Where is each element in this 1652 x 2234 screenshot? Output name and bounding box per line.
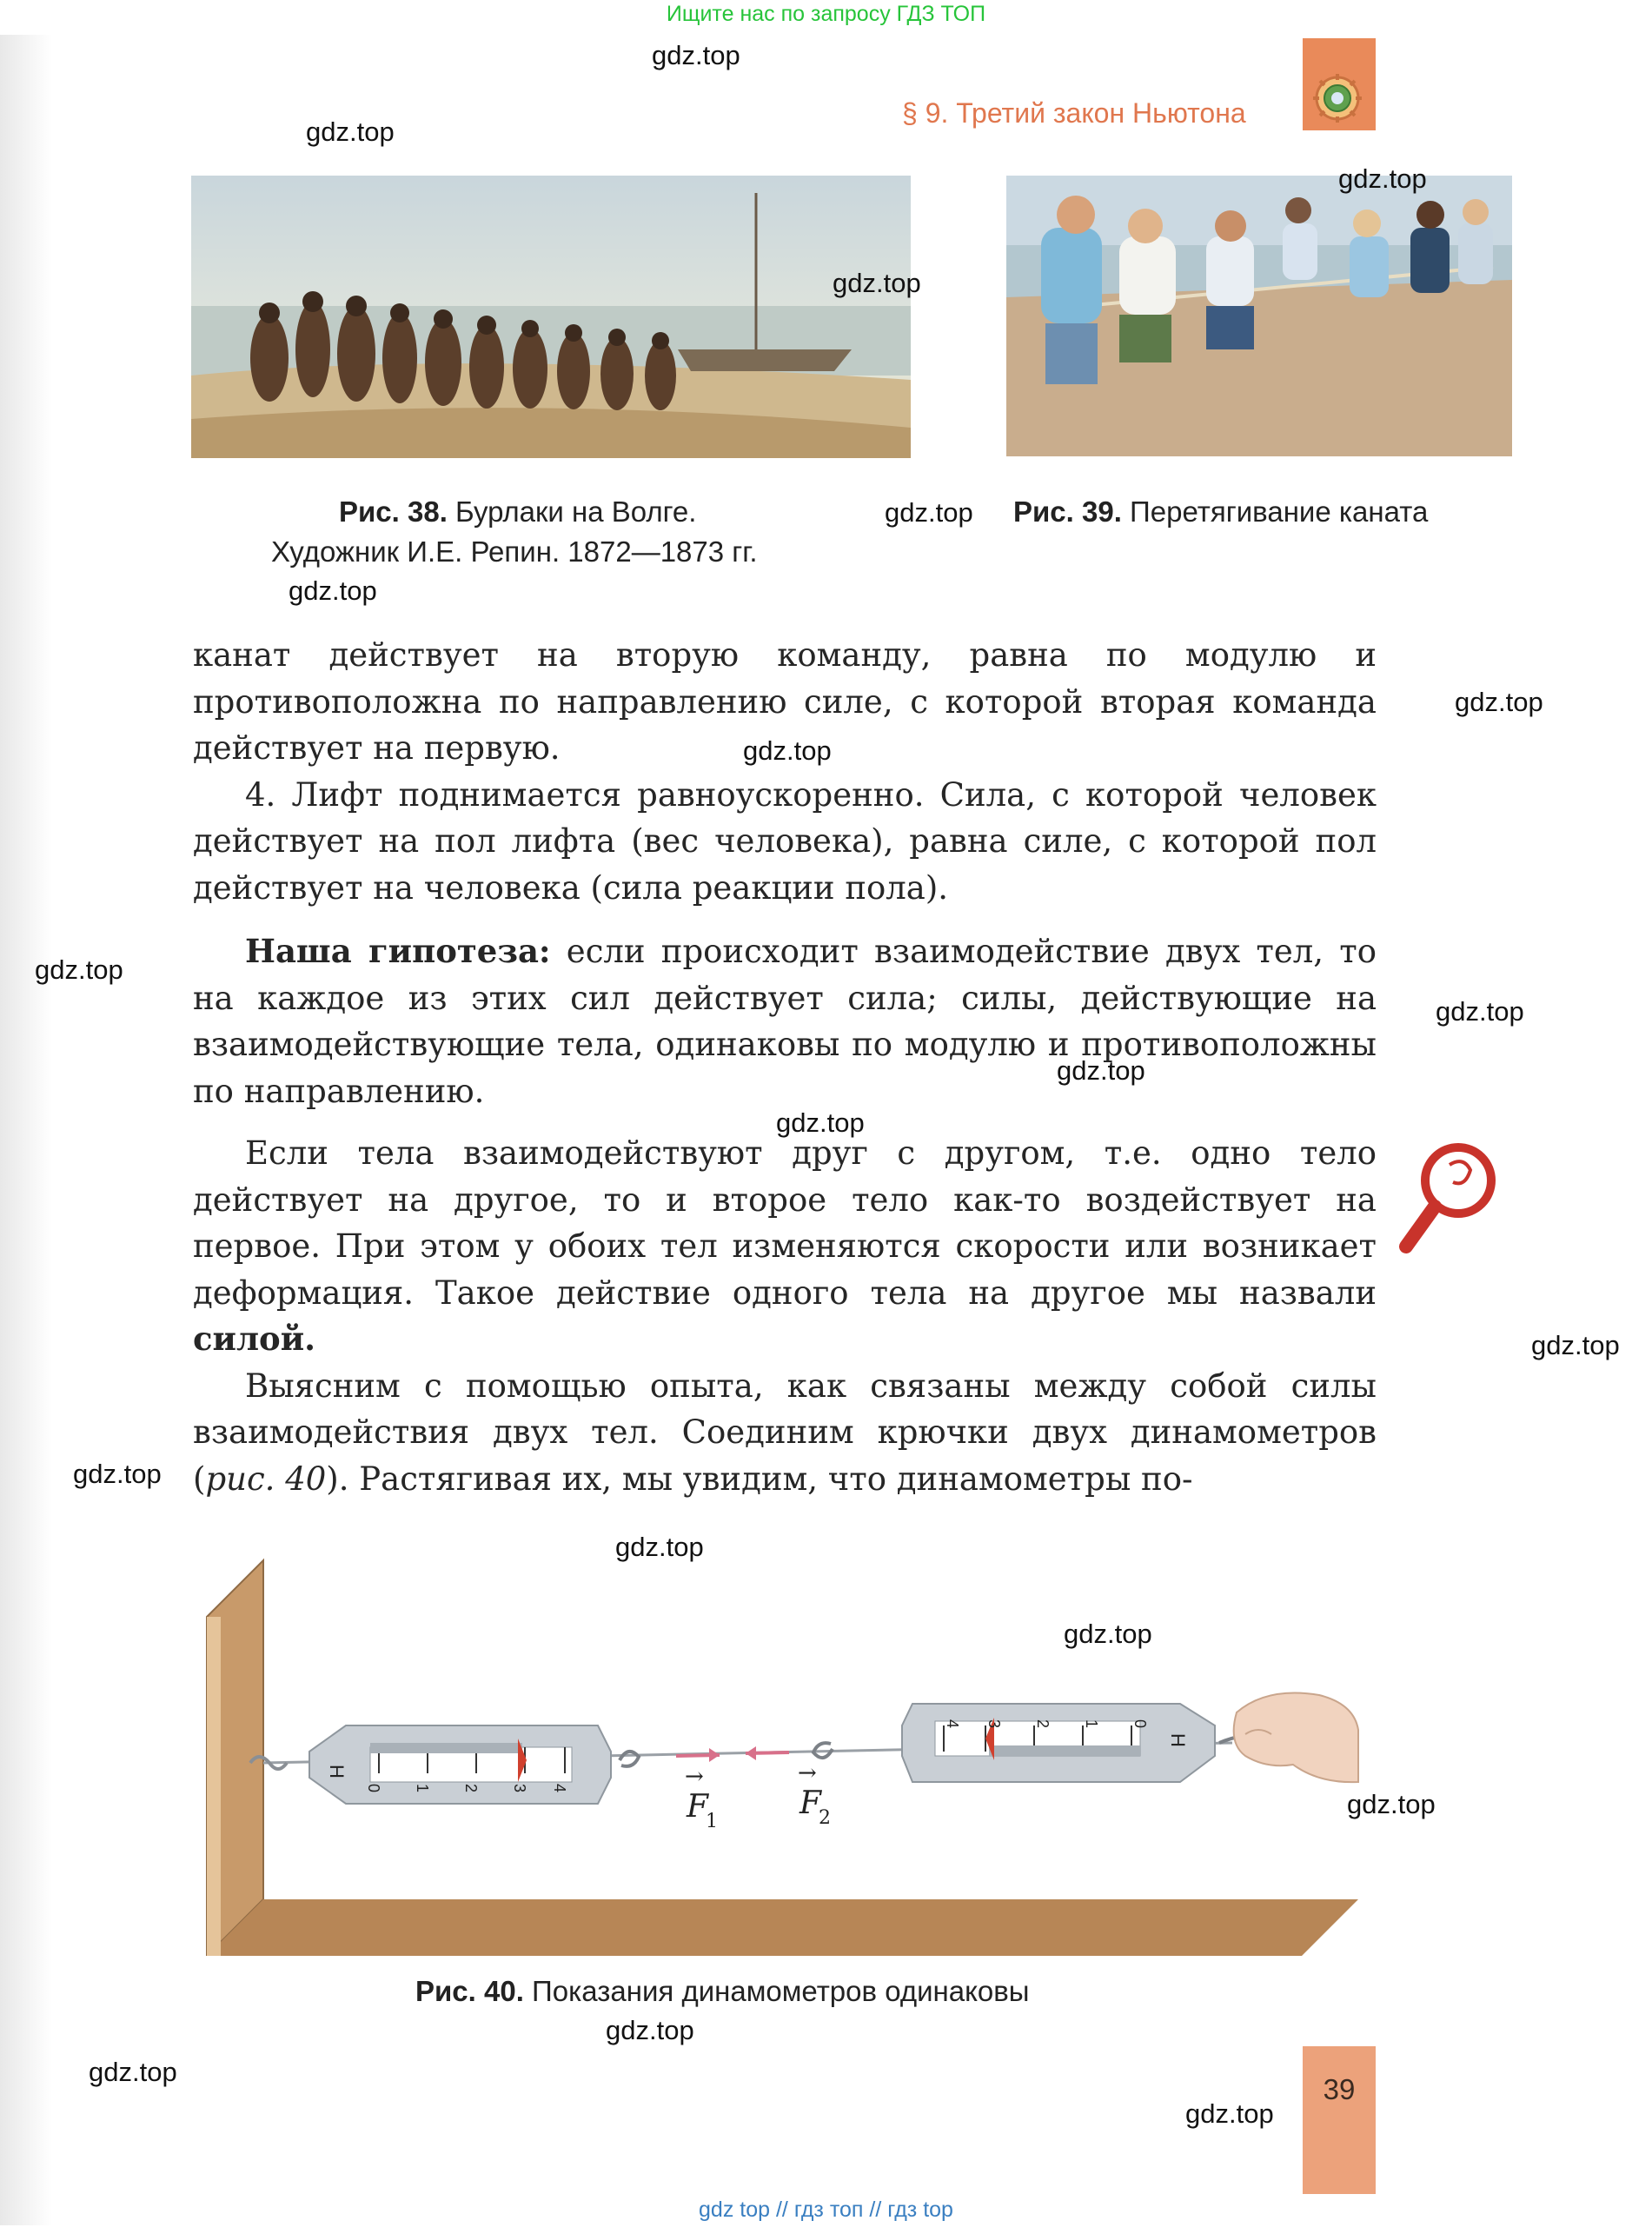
- force-f2-sub: 2: [819, 1807, 831, 1829]
- fig38-label: Рис. 38.: [339, 495, 448, 528]
- watermark: gdz.top: [833, 268, 921, 298]
- left-tick-1: 1: [414, 1784, 431, 1793]
- watermark: gdz.top: [73, 1459, 162, 1489]
- force-f2-label: F: [799, 1785, 821, 1821]
- watermark: gdz.top: [1347, 1789, 1436, 1819]
- gear-icon: [1312, 73, 1363, 123]
- fig38-painting: [191, 176, 911, 458]
- watermark: gdz.top: [743, 735, 832, 766]
- right-tick-3: 3: [985, 1719, 1003, 1729]
- watermark: gdz.top: [1436, 996, 1524, 1027]
- right-tick-2: 2: [1034, 1719, 1052, 1729]
- page-number-tab: [1303, 2046, 1376, 2194]
- watermark: gdz.top: [885, 497, 973, 528]
- left-tick-0: 0: [365, 1784, 382, 1793]
- magnifier-icon: [1396, 1139, 1500, 1260]
- hypothesis-text: если происходит взаимодействие двух тел, то на каждое из этих сил действует сила; силы, действующие на взаимодействующие тела, одинаковы по модулю и противоположны по направлению.: [193, 933, 1377, 1110]
- footer-links[interactable]: gdz top // гдз топ // гдз top: [699, 2197, 953, 2222]
- hypothesis-label: Наша гипотеза:: [245, 932, 551, 970]
- watermark: gdz.top: [615, 1532, 704, 1562]
- fig40-diagram: [189, 1556, 1389, 1956]
- watermark: gdz.top: [1455, 687, 1543, 717]
- fig40-label: Рис. 40.: [415, 1975, 524, 2007]
- watermark: gdz.top: [1064, 1619, 1152, 1649]
- force-f1-label: F: [687, 1789, 708, 1825]
- watermark: gdz.top: [289, 575, 377, 606]
- paragraph-4-text: Если тела взаимодействуют друг с другом, т.е. одно тело действует на другое, то и второе тело как-то воздействует на первое. При этом у обоих тел изменяются скорости или возникает деформация. Такое действие одного тела на другое мы назвали: [193, 1134, 1377, 1312]
- right-tick-4: 4: [944, 1719, 961, 1729]
- force-f1-sub: 1: [706, 1811, 718, 1832]
- paragraph-4: [193, 1130, 1377, 1363]
- paragraph-5-text-b: ). Растягивая их, мы увидим, что динамометры по-: [326, 1459, 1193, 1498]
- left-tick-2: 2: [462, 1784, 480, 1793]
- left-dynamometer: [309, 1725, 611, 1804]
- right-tick-0: 0: [1131, 1719, 1149, 1729]
- svg-text:→: →: [798, 1760, 817, 1786]
- left-tick-3: 3: [511, 1784, 528, 1793]
- page-number: 39: [1323, 2073, 1356, 2105]
- fig40-text: Показания динамометров одинаковы: [532, 1975, 1030, 2007]
- hand-illustration: [1234, 1693, 1358, 1783]
- fig39-label: Рис. 39.: [1013, 495, 1122, 528]
- paragraph-5-text-a: Выясним с помощью опыта, как связаны между собой силы взаимодействия двух тел. Соединим крючки двух динамометров (: [193, 1366, 1377, 1498]
- right-tick-1: 1: [1083, 1719, 1100, 1729]
- watermark: gdz.top: [1057, 1055, 1145, 1086]
- fig38-caption: [339, 495, 696, 529]
- watermark: gdz.top: [1338, 163, 1427, 194]
- fig38-text: Бурлаки на Волге.: [455, 495, 697, 528]
- paragraph-1: канат действует на вторую команду, равна по модулю и противоположна по направлению силе, с которой вторая команда действует на первую.: [193, 636, 1377, 767]
- paragraph-3: [193, 928, 1377, 1114]
- section-title: § 9. Третий закон Ньютона: [902, 97, 1246, 129]
- watermark: gdz.top: [776, 1107, 865, 1138]
- body-text-block-1: [193, 632, 1377, 1114]
- fig40-reference: рис. 40: [205, 1459, 327, 1498]
- watermark: gdz.top: [606, 2015, 694, 2045]
- top-banner[interactable]: Ищите нас по запросу ГДЗ ТОП: [666, 2, 986, 26]
- watermark: gdz.top: [306, 116, 395, 147]
- fig39-text: Перетягивание каната: [1130, 495, 1429, 528]
- watermark: gdz.top: [35, 954, 123, 985]
- body-text-block-2: [193, 1130, 1377, 1502]
- fig39-caption: [1013, 495, 1428, 529]
- right-scale-unit: Н: [1167, 1733, 1189, 1747]
- watermark: gdz.top: [652, 40, 740, 70]
- page-edge-shadow: [0, 35, 52, 2225]
- right-dynamometer: [902, 1704, 1215, 1782]
- fig38-caption-line2: Художник И.Е. Репин. 1872—1873 гг.: [271, 535, 758, 568]
- watermark: gdz.top: [1185, 2098, 1274, 2129]
- watermark: gdz.top: [1531, 1330, 1620, 1360]
- svg-text:→: →: [685, 1764, 704, 1790]
- watermark: gdz.top: [89, 2057, 177, 2087]
- fig40-caption: [415, 1975, 1030, 2008]
- force-term: силой.: [193, 1320, 316, 1358]
- paragraph-5: [193, 1363, 1377, 1503]
- paragraph-2: 4. Лифт поднимается равноускоренно. Сила, с которой человек действует на пол лифта (вес человека), равна силе, с которой пол действует на человека (сила реакции пола).: [193, 775, 1377, 907]
- left-scale-unit: Н: [326, 1765, 348, 1779]
- fig39-photo: [1006, 176, 1512, 456]
- left-tick-4: 4: [551, 1784, 568, 1793]
